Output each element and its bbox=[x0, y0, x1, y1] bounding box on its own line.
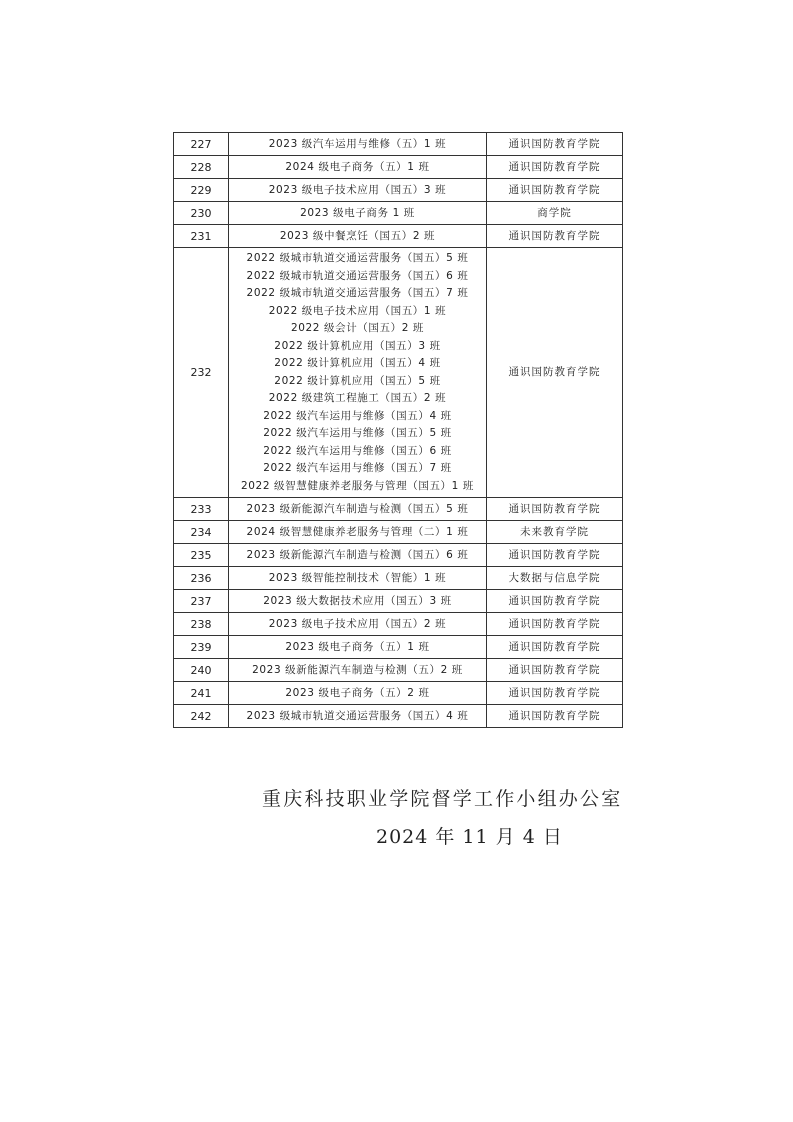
class-name-cell: 2023 级新能源汽车制造与检测（国五）6 班 bbox=[229, 544, 487, 567]
class-name-cell: 2023 级电子商务 1 班 bbox=[229, 202, 487, 225]
row-number: 231 bbox=[174, 225, 229, 248]
row-number: 242 bbox=[174, 705, 229, 728]
table-row bbox=[174, 544, 623, 567]
college-cell: 通识国防教育学院 bbox=[487, 705, 623, 728]
row-number: 234 bbox=[174, 521, 229, 544]
row-number: 228 bbox=[174, 156, 229, 179]
table-row bbox=[174, 156, 623, 179]
class-name-cell: 2023 级城市轨道交通运营服务（国五）4 班 bbox=[229, 705, 487, 728]
class-name-cell: 2023 级电子技术应用（国五）3 班 bbox=[229, 179, 487, 202]
class-name: 2022 级电子技术应用（国五）1 班 bbox=[268, 304, 447, 317]
row-number: 235 bbox=[174, 544, 229, 567]
table-row bbox=[174, 567, 623, 590]
college-cell: 通识国防教育学院 bbox=[487, 636, 623, 659]
table-row bbox=[174, 202, 623, 225]
row-number: 233 bbox=[174, 498, 229, 521]
table-row bbox=[174, 613, 623, 636]
class-name-cell: 2024 级电子商务（五）1 班 bbox=[229, 156, 487, 179]
college-cell: 通识国防教育学院 bbox=[487, 179, 623, 202]
class-name: 2022 级汽车运用与维修（国五）4 班 bbox=[263, 409, 452, 422]
class-name: 2022 级汽车运用与维修（国五）5 班 bbox=[263, 427, 452, 439]
class-name: 2022 级汽车运用与维修（国五）6 班 bbox=[263, 444, 452, 457]
class-name-cell: 2023 级中餐烹饪（国五）2 班 bbox=[229, 225, 487, 248]
class-roster-table bbox=[173, 132, 623, 728]
college-cell: 未来教育学院 bbox=[487, 521, 623, 544]
college-cell: 通识国防教育学院 bbox=[487, 498, 623, 521]
class-name-cell: 2023 级电子商务（五）1 班 bbox=[229, 636, 487, 659]
college-cell: 通识国防教育学院 bbox=[487, 248, 623, 498]
class-name-cell: 2023 级电子技术应用（国五）2 班 bbox=[229, 613, 487, 636]
row-number: 227 bbox=[174, 133, 229, 156]
class-name-cell: 2023 级汽车运用与维修（五）1 班 bbox=[229, 133, 487, 156]
college-cell: 通识国防教育学院 bbox=[487, 613, 623, 636]
college-cell: 大数据与信息学院 bbox=[487, 567, 623, 590]
class-name-cell: 2024 级智慧健康养老服务与管理（二）1 班 bbox=[229, 521, 487, 544]
college-cell: 商学院 bbox=[487, 202, 623, 225]
table-row bbox=[174, 521, 623, 544]
issuing-office: 重庆科技职业学院督学工作小组办公室 bbox=[262, 788, 623, 810]
college-cell: 通识国防教育学院 bbox=[487, 544, 623, 567]
class-name: 2022 级会计（国五）2 班 bbox=[290, 322, 425, 334]
row-number: 239 bbox=[174, 636, 229, 659]
college-cell: 通识国防教育学院 bbox=[487, 156, 623, 179]
row-number: 230 bbox=[174, 202, 229, 225]
college-cell: 通识国防教育学院 bbox=[487, 133, 623, 156]
class-name: 2022 级城市轨道交通运营服务（国五）7 班 bbox=[246, 287, 469, 299]
class-name: 2022 级智慧健康养老服务与管理（国五）1 班 bbox=[241, 479, 474, 492]
class-name-cell: 2023 级新能源汽车制造与检测（五）2 班 bbox=[229, 659, 487, 682]
table-row bbox=[174, 498, 623, 521]
class-name: 2022 级城市轨道交通运营服务（国五）5 班 bbox=[246, 252, 469, 264]
issue-date: 2024 年 11 月 4 日 bbox=[376, 826, 563, 848]
table-row bbox=[174, 705, 623, 728]
class-name-cell: 2023 级电子商务（五）2 班 bbox=[229, 682, 487, 705]
table-row bbox=[174, 659, 623, 682]
row-number: 240 bbox=[174, 659, 229, 682]
class-name: 2022 级城市轨道交通运营服务（国五）6 班 bbox=[246, 269, 469, 282]
class-name-cell bbox=[229, 248, 487, 498]
class-name: 2022 级汽车运用与维修（国五）7 班 bbox=[263, 462, 452, 474]
class-name: 2022 级计算机应用（国五）4 班 bbox=[274, 357, 441, 369]
table-row bbox=[174, 248, 623, 498]
table-row bbox=[174, 179, 623, 202]
table-row bbox=[174, 636, 623, 659]
table-row bbox=[174, 590, 623, 613]
college-cell: 通识国防教育学院 bbox=[487, 659, 623, 682]
class-name-cell: 2023 级大数据技术应用（国五）3 班 bbox=[229, 590, 487, 613]
class-name: 2022 级计算机应用（国五）5 班 bbox=[274, 374, 441, 387]
row-number: 229 bbox=[174, 179, 229, 202]
class-name-cell: 2023 级智能控制技术（智能）1 班 bbox=[229, 567, 487, 590]
college-cell: 通识国防教育学院 bbox=[487, 682, 623, 705]
college-cell: 通识国防教育学院 bbox=[487, 225, 623, 248]
table-row bbox=[174, 682, 623, 705]
row-number: 241 bbox=[174, 682, 229, 705]
class-name: 2022 级建筑工程施工（国五）2 班 bbox=[268, 392, 447, 404]
class-name-cell: 2023 级新能源汽车制造与检测（国五）5 班 bbox=[229, 498, 487, 521]
row-number: 238 bbox=[174, 613, 229, 636]
row-number: 237 bbox=[174, 590, 229, 613]
class-roster-body bbox=[174, 133, 623, 728]
table-row bbox=[174, 225, 623, 248]
college-cell: 通识国防教育学院 bbox=[487, 590, 623, 613]
row-number: 236 bbox=[174, 567, 229, 590]
class-name: 2022 级计算机应用（国五）3 班 bbox=[274, 339, 441, 352]
row-number: 232 bbox=[174, 248, 229, 498]
table-row bbox=[174, 133, 623, 156]
